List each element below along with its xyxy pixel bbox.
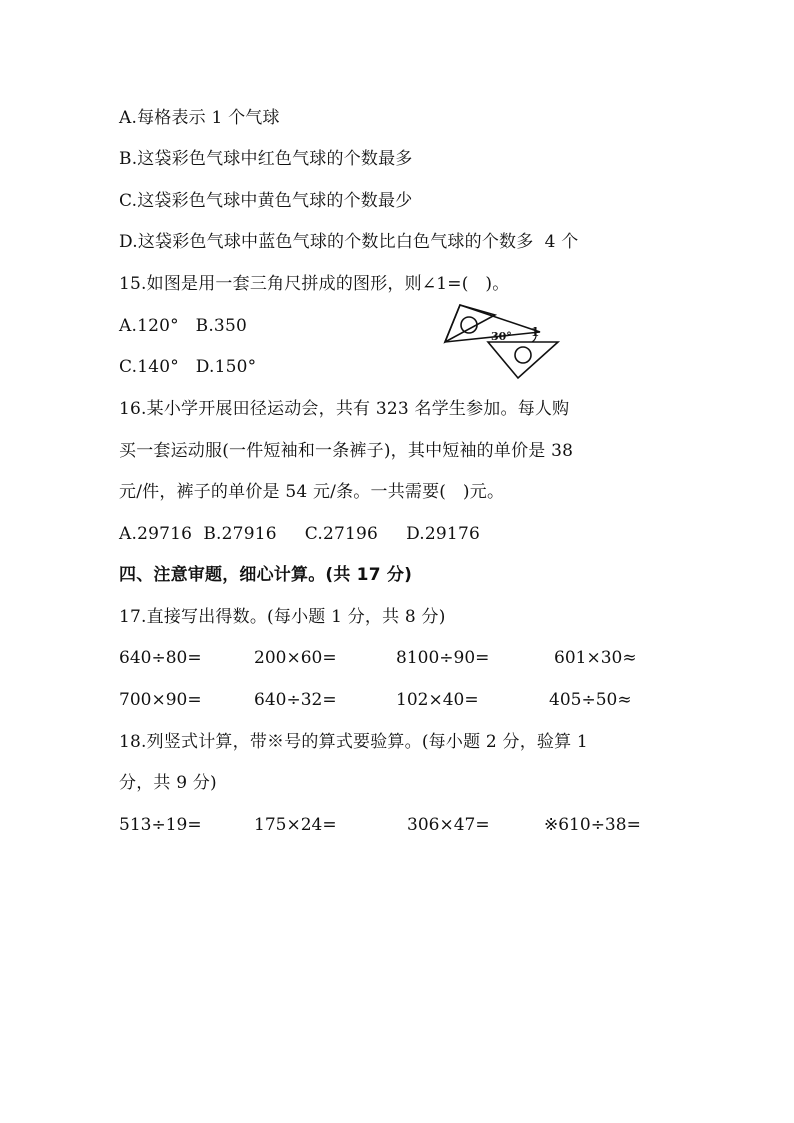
q17-r2-c1: 700×90=: [119, 690, 202, 710]
q17-r2-c4: 405÷50≈: [549, 690, 632, 710]
q14-option-d: D.这袋彩色气球中蓝色气球的个数比白色气球的个数多 4 个: [119, 232, 579, 252]
q17-r2-c2: 640÷32=: [254, 690, 337, 710]
q14-option-c: C.这袋彩色气球中黄色气球的个数最少: [119, 191, 413, 211]
q17-r1-c3: 8100÷90=: [396, 648, 490, 668]
q17-r1-c1: 640÷80=: [119, 648, 202, 668]
q17-r1-c2: 200×60=: [254, 648, 337, 668]
q15-options-row2: C.140° D.150°: [119, 357, 257, 377]
q18-c2: 175×24=: [254, 815, 337, 835]
q16-line2: 买一套运动服(一件短袖和一条裤子)，其中短袖的单价是 38: [119, 441, 574, 461]
set-square-figure: [440, 302, 565, 382]
q16-line3: 元/件，裤子的单价是 54 元/条。一共需要( )元。: [119, 482, 505, 502]
q18-c4: ※610÷38=: [544, 815, 641, 835]
q15-stem: 15.如图是用一套三角尺拼成的图形，则∠1=( )。: [119, 274, 510, 294]
q18-c3: 306×47=: [407, 815, 490, 835]
q15-options-row1: A.120° B.350: [119, 316, 247, 336]
q16-options: A.29716 B.27916 C.27196 D.29176: [119, 524, 480, 544]
q14-option-b: B.这袋彩色气球中红色气球的个数最多: [119, 149, 413, 169]
q14-option-a: A.每格表示 1 个气球: [119, 108, 280, 128]
section-4-heading: 四、注意审题，细心计算。(共 17 分): [119, 565, 413, 585]
q18-stem-line2: 分，共 9 分): [119, 773, 217, 793]
angle-1-label: 1: [531, 325, 540, 339]
q16-line1: 16.某小学开展田径运动会，共有 323 名学生参加。每人购: [119, 399, 570, 419]
q17-r2-c3: 102×40=: [396, 690, 479, 710]
lower-circle-hole: [515, 347, 531, 363]
q18-c1: 513÷19=: [119, 815, 202, 835]
q18-stem-line1: 18.列竖式计算，带※号的算式要验算。(每小题 2 分，验算 1: [119, 732, 588, 752]
q17-stem: 17.直接写出得数。(每小题 1 分，共 8 分): [119, 607, 446, 627]
angle-30-label: 30°: [491, 330, 512, 343]
q17-r1-c4: 601×30≈: [554, 648, 637, 668]
upper-circle-hole: [461, 317, 477, 333]
